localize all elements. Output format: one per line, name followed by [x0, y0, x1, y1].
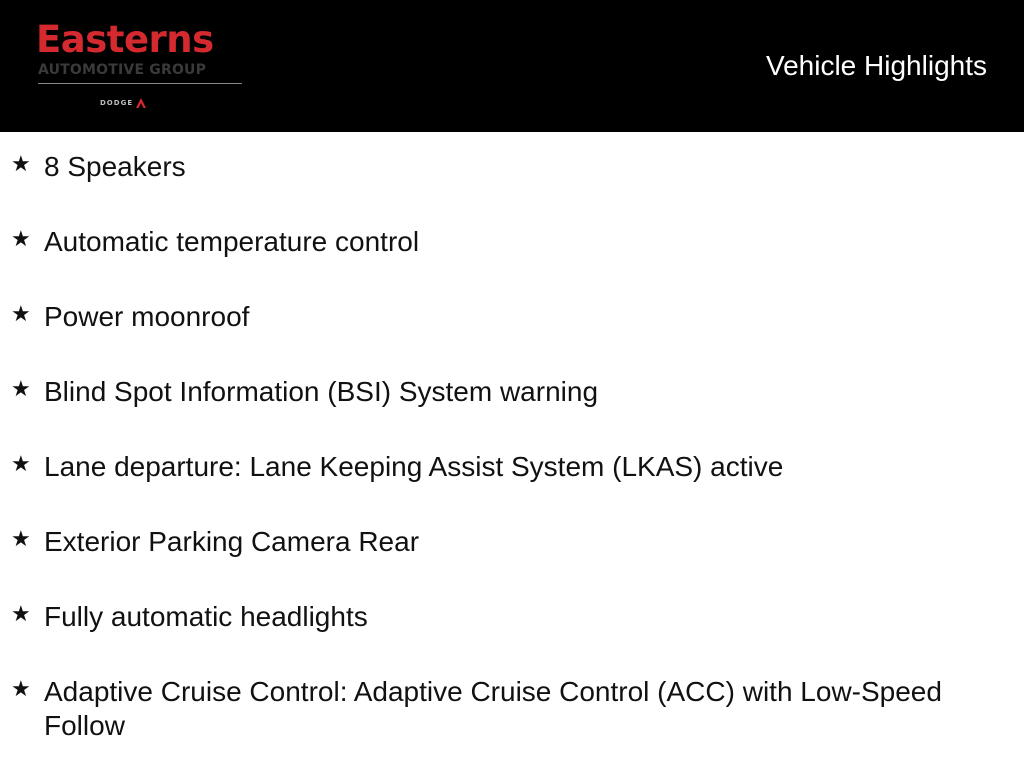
highlight-label: Fully automatic headlights	[44, 601, 368, 632]
star-icon: ★	[11, 226, 31, 251]
highlight-label: Exterior Parking Camera Rear	[44, 526, 420, 557]
highlight-label: Lane departure: Lane Keeping Assist System (LKAS) active	[44, 451, 784, 482]
star-icon: ★	[11, 676, 31, 701]
header-bar	[0, 0, 1024, 132]
dealer-logo[interactable]	[36, 20, 242, 112]
highlight-label: Blind Spot Information (BSI) System warning	[44, 376, 599, 407]
star-icon: ★	[11, 601, 31, 626]
list-item	[0, 675, 1024, 743]
star-icon: ★	[11, 376, 31, 401]
list-item	[0, 300, 1024, 334]
logo-divider	[38, 83, 242, 84]
star-icon: ★	[11, 151, 31, 176]
star-icon: ★	[11, 301, 31, 326]
brand-name: DODGE	[100, 99, 134, 107]
list-item	[0, 150, 1024, 184]
highlight-label: Power moonroof	[44, 301, 250, 332]
brand-badge	[100, 96, 146, 110]
highlight-label: Adaptive Cruise Control: Adaptive Cruise Control (ACC) with Low-Speed Follow	[44, 676, 942, 741]
highlight-label: Automatic temperature control	[44, 226, 420, 257]
list-item	[0, 225, 1024, 259]
star-icon: ★	[11, 526, 31, 551]
highlight-label: 8 Speakers	[44, 151, 186, 182]
star-icon: ★	[11, 451, 31, 476]
highlights-list	[0, 150, 1024, 784]
logo-wordmark: Easterns	[36, 18, 214, 61]
list-item	[0, 525, 1024, 559]
page-title: Vehicle Highlights	[765, 50, 987, 81]
brand-mark-icon	[136, 98, 146, 108]
list-item	[0, 375, 1024, 409]
list-item	[0, 450, 1024, 484]
list-item	[0, 600, 1024, 634]
logo-subtitle: AUTOMOTIVE GROUP	[38, 62, 207, 78]
